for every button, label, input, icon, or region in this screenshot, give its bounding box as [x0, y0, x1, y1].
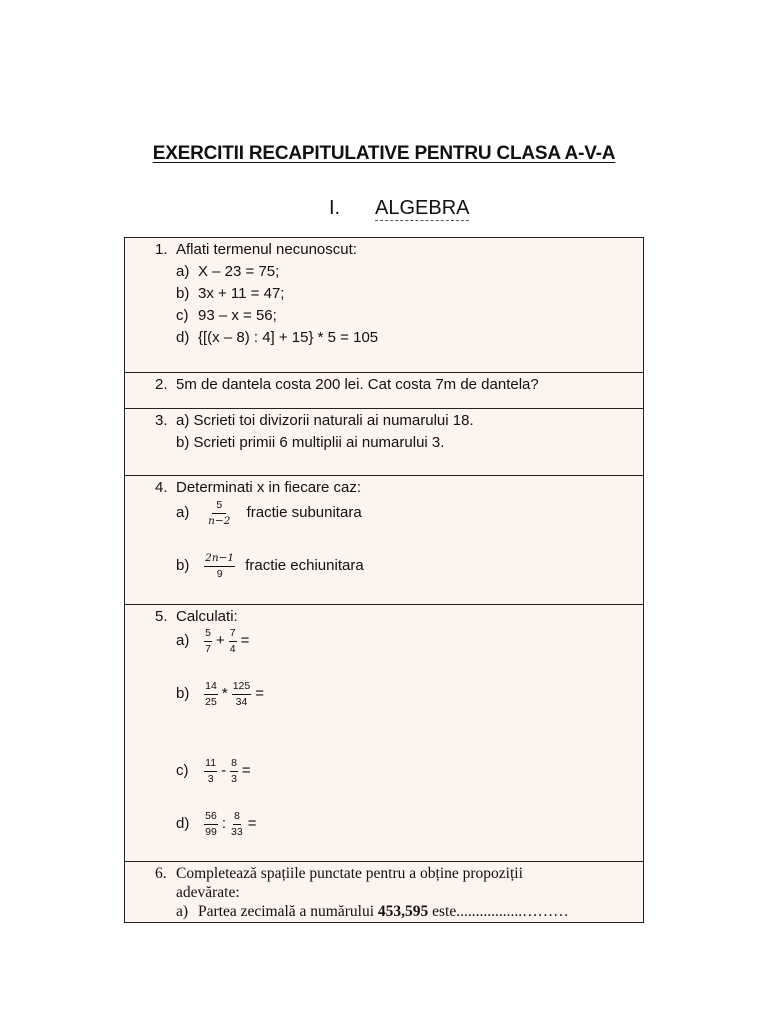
fraction: $\frac{7}{4}$: [229, 627, 236, 655]
section-heading: [329, 197, 469, 220]
fraction: $\frac{14}{25}$: [205, 680, 217, 708]
fraction: $\frac{5}{n-2}$: [208, 499, 231, 527]
fraction: $\frac{125}{34}$: [232, 680, 251, 708]
subitem-b: b) $\frac{2n-1}{9}$ fractie echiunitara: [176, 552, 364, 580]
fraction: $\frac{5}{7}$: [205, 627, 212, 655]
exercise-row-1: [125, 238, 643, 373]
subitem-a: a) $\frac{5}{7}$ + $\frac{7}{4}$ =: [176, 627, 250, 655]
fraction: $\frac{11}{3}$: [205, 757, 217, 785]
exercise-row-3: [125, 409, 643, 476]
subitem-a: a) Scrieti toi divizorii naturali ai numarului 18.: [176, 412, 474, 429]
exercise-question: 5m de dantela costa 200 lei. Cat costa 7m de dantela?: [176, 376, 539, 393]
exercise-question: Calculati:: [176, 608, 238, 625]
exercise-number: 1.: [155, 241, 168, 258]
exercise-question: Determinati x in fiecare caz:: [176, 479, 362, 496]
exercise-row-5: [125, 605, 643, 862]
exercise-table: [124, 237, 644, 923]
exercise-row-6: [125, 862, 643, 922]
exercise-number: 6.: [155, 865, 167, 882]
exercise-row-2: [125, 373, 643, 409]
subitem-d: d) {[(x – 8) : 4] + 15} * 5 = 105: [176, 329, 379, 346]
subitem-a: a) X – 23 = 75;: [176, 263, 280, 280]
fraction: $\frac{2n-1}{9}$: [205, 552, 235, 580]
subitem-b: b) $\frac{14}{25}$ * $\frac{125}{34}$ =: [176, 680, 264, 708]
exercise-number: 3.: [155, 412, 168, 429]
exercise-question-line2: adevărate:: [176, 884, 240, 901]
section-number: I.: [329, 197, 341, 219]
fraction: $\frac{8}{33}$: [231, 810, 243, 838]
exercise-question-line1: Completează spațiile punctate pentru a obține propoziții: [176, 865, 523, 882]
subitem-d: d) $\frac{56}{99}$ : $\frac{8}{33}$ =: [176, 810, 257, 838]
subitem-c: c) 93 – x = 56;: [176, 307, 277, 324]
subitem-a: a) Partea zecimală a numărului 453,595 este.................………: [176, 903, 569, 920]
subitem-c: c) $\frac{11}{3}$ - $\frac{8}{3}$ =: [176, 757, 251, 785]
document-title: EXERCITII RECAPITULATIVE PENTRU CLASA A-V-A: [152, 143, 616, 164]
subitem-b: b) 3x + 11 = 47;: [176, 285, 285, 302]
subitem-a: a) $\frac{5}{n-2}$ fractie subunitara: [176, 499, 362, 527]
exercise-number: 4.: [155, 479, 168, 496]
section-name: ALGEBRA: [375, 197, 470, 219]
exercise-question: Aflati termenul necunoscut:: [176, 241, 357, 258]
fraction: $\frac{8}{3}$: [231, 757, 237, 785]
exercise-number: 2.: [155, 376, 168, 393]
exercise-row-4: [125, 476, 643, 605]
subitem-b: b) Scrieti primii 6 multiplii ai numarului 3.: [176, 434, 445, 451]
fraction: $\frac{56}{99}$: [205, 810, 217, 838]
exercise-number: 5.: [155, 608, 168, 625]
